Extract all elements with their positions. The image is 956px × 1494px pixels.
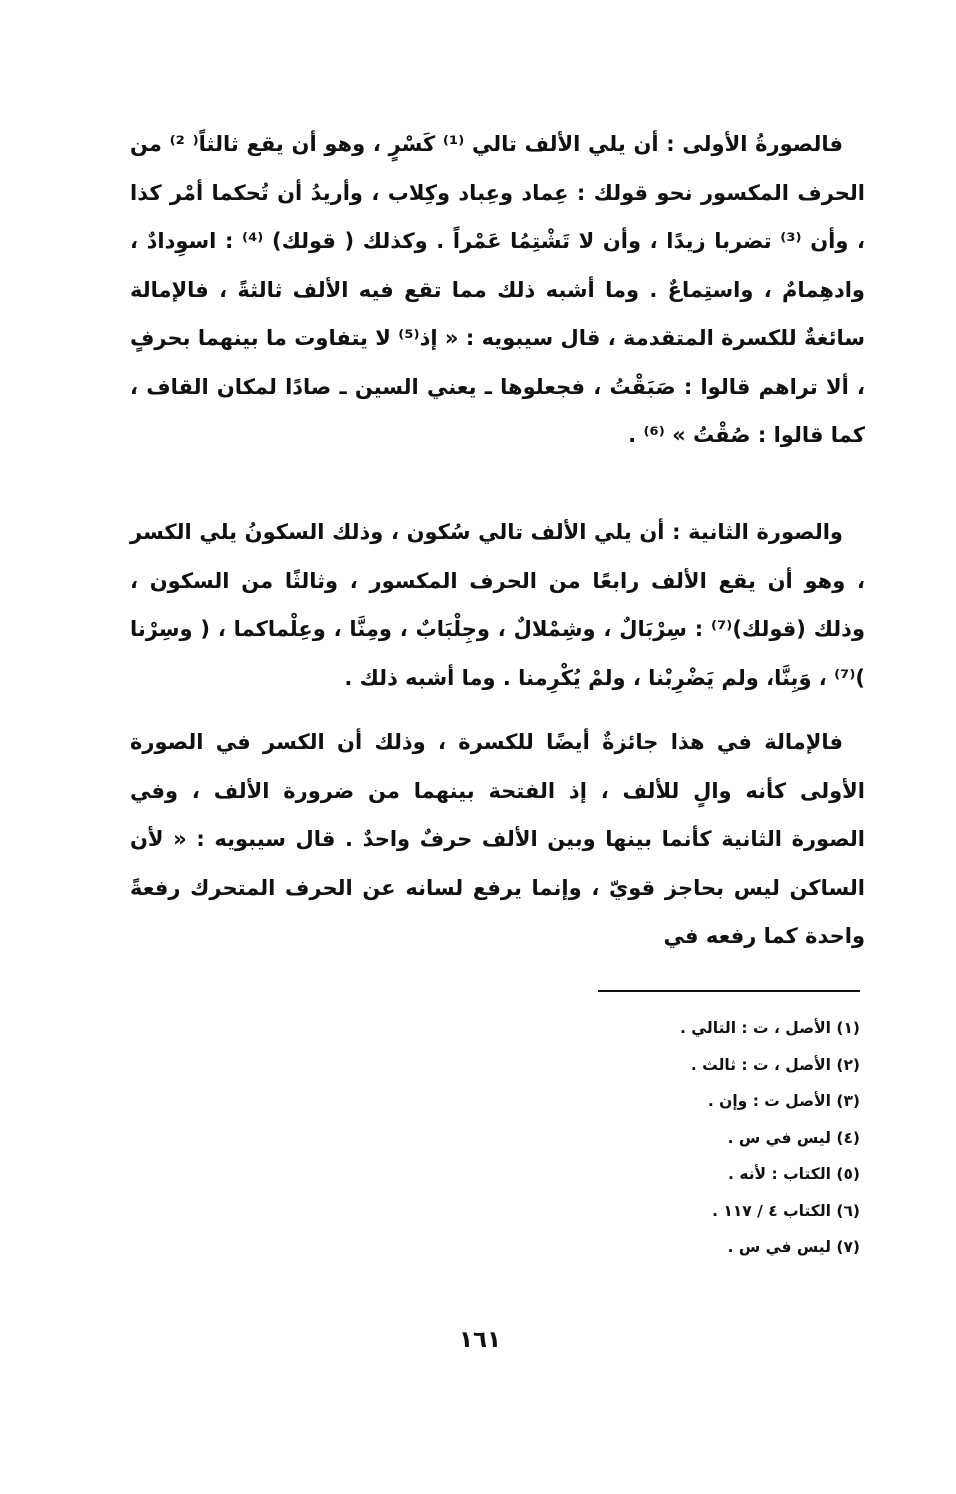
footnote-4: (٤) ليس في س .	[727, 1128, 860, 1147]
footnote-7: (٧) ليس في س .	[727, 1238, 860, 1256]
page-number: ١٦١	[458, 1327, 502, 1353]
footnote-2: (٢) الأصل ، ت : ثالث .	[690, 1055, 860, 1074]
paragraph-second-form: والصورة الثانية : أن يلي الألف تالي سُكون ، وذلك السكونُ يلي الكسر ، وهو أن يقع الألف رابعًا من الحرف المكسور ، وثالثًا من السكون ، وذلك (قولك)⁽⁷⁾ : سِرْبَالٌ ، وشِمْلالٌ ، وجِلْبَابٌ ، ومِنَّا ، وعِلْماكما ، ( وسِرْنا )⁽⁷⁾ ، وَبِنَّا، ولم يَضْرِبْنا ، ولمْ يُكْرِمنا . وما أشبه ذلك .	[130, 520, 865, 690]
footnote-separator	[598, 990, 860, 992]
footnote-6: (٦) الكتاب ٤ / ١١٧ .	[712, 1201, 860, 1220]
footnotes-list	[560, 1010, 860, 1266]
footnote-5: (٥) الكتاب : لأنه .	[728, 1165, 860, 1183]
footnote-3: (٣) الأصل ت : وإن .	[707, 1092, 860, 1110]
paragraph-first-form: فالصورةُ الأولى : أن يلي الألف تالي ⁽¹⁾ كَسْرٍ ، وهو أن يقع ثالثاً⁽ ²⁾ من الحرف المكسور نحو قولك : عِماد وعِباد وكِلاب ، وأريدُ أن تُحكما أمْر كذا ، وأن ⁽³⁾ تضربا زيدًا ، وأن لا تَشْتِمُا عَمْراً . وكذلك ( قولك) ⁽⁴⁾ : اسوِدادٌ ، وادهِمامٌ ، واستِماعٌ . وما أشبه ذلك مما تقع فيه الألف ثالثةً ، فالإمالة سائغةٌ للكسرة المتقدمة ، قال سيبويه : « إذ⁽⁵⁾ لا يتفاوت ما بينهما بحرفٍ ، ألا تراهم قالوا : صَبَقْتُ ، فجعلوها ـ يعني السين ـ صادًا لمكان القاف ، كما قالوا : صُقْتُ » ⁽⁶⁾ .	[130, 132, 866, 447]
footnote-1: (١) الأصل ، ت : التالي .	[679, 1019, 860, 1037]
paragraph-imala: فالإمالة في هذا جائزةٌ أيضًا للكسرة ، وذلك أن الكسر في الصورة الأولى كأنه والٍ للألف ، إذ الفتحة بينهما من ضرورة الألف ، وفي الصورة الثانية كأنما بينها وبين الألف حرفٌ واحدٌ . قال سيبويه : « لأن الساكن ليس بحاجز قويّ ، وإنما يرفع لسانه عن الحرف المتحرك رفعةً واحدة كما رفعه في	[130, 730, 865, 948]
